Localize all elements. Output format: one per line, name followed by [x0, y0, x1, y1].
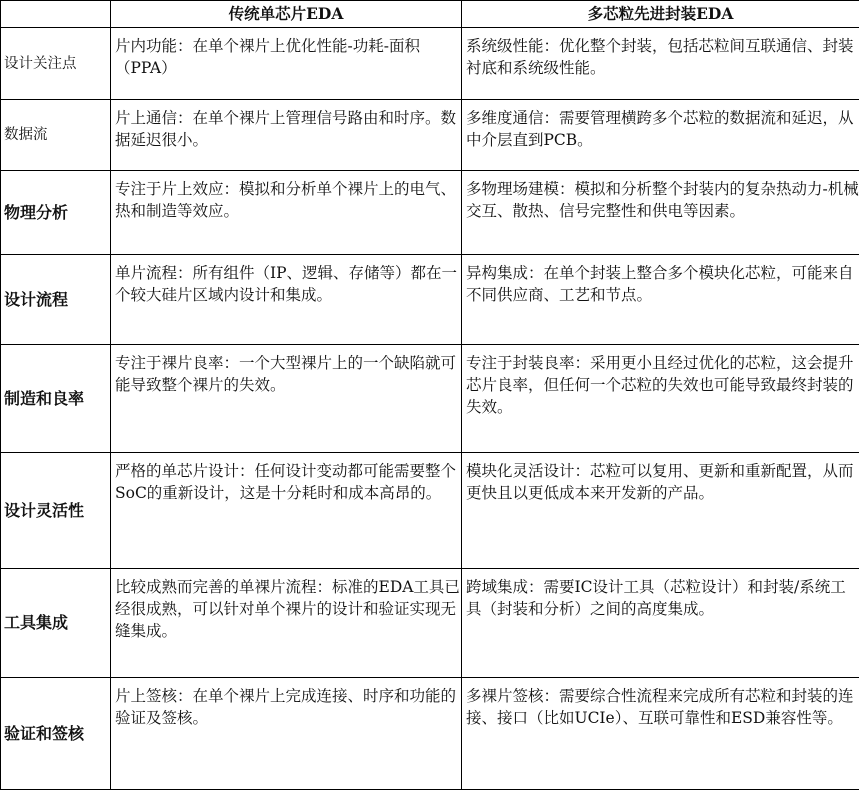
table-row — [1, 100, 859, 171]
header-blank — [1, 1, 111, 28]
table-row — [1, 255, 859, 345]
chiplet-cell: 多物理场建模：模拟和分析整个封装内的复杂热动力-机械交互、散热、信号完整性和供电等因素。 — [462, 171, 859, 255]
traditional-cell: 专注于裸片良率：一个大型裸片上的一个缺陷就可能导致整个裸片的失效。 — [111, 345, 462, 453]
traditional-cell: 单片流程：所有组件（IP、逻辑、存储等）都在一个较大硅片区域内设计和集成。 — [111, 255, 462, 345]
header-row — [1, 1, 859, 28]
table-row — [1, 345, 859, 453]
traditional-cell: 片上签核：在单个裸片上完成连接、时序和功能的验证及签核。 — [111, 678, 462, 790]
table-row — [1, 28, 859, 100]
chiplet-cell: 多维度通信：需要管理横跨多个芯粒的数据流和延迟，从中介层直到PCB。 — [462, 100, 859, 171]
row-label: 设计流程 — [1, 255, 111, 345]
row-label: 设计灵活性 — [1, 453, 111, 569]
traditional-cell: 专注于片上效应：模拟和分析单个裸片上的电气、热和制造等效应。 — [111, 171, 462, 255]
row-label: 工具集成 — [1, 569, 111, 678]
row-label: 物理分析 — [1, 171, 111, 255]
chiplet-cell: 多裸片签核：需要综合性流程来完成所有芯粒和封装的连接、接口（比如UCIe）、互联可靠性和ESD兼容性等。 — [462, 678, 859, 790]
traditional-cell: 比较成熟而完善的单裸片流程：标准的EDA工具已经很成熟，可以针对单个裸片的设计和验证实现无缝集成。 — [111, 569, 462, 678]
header-chiplet-eda: 多芯粒先进封装EDA — [462, 1, 859, 28]
traditional-cell: 片上通信：在单个裸片上管理信号路由和时序。数据延迟很小。 — [111, 100, 462, 171]
traditional-cell: 严格的单芯片设计：任何设计变动都可能需要整个SoC的重新设计，这是十分耗时和成本高昂的。 — [111, 453, 462, 569]
row-label: 制造和良率 — [1, 345, 111, 453]
chiplet-cell: 模块化灵活设计：芯粒可以复用、更新和重新配置，从而更快且以更低成本来开发新的产品。 — [462, 453, 859, 569]
row-label: 数据流 — [1, 100, 111, 171]
chiplet-cell: 异构集成：在单个封装上整合多个模块化芯粒，可能来自不同供应商、工艺和节点。 — [462, 255, 859, 345]
table-row — [1, 453, 859, 569]
chiplet-cell: 专注于封装良率：采用更小且经过优化的芯粒，这会提升芯片良率，但任何一个芯粒的失效也可能导致最终封装的失效。 — [462, 345, 859, 453]
chiplet-cell: 跨域集成：需要IC设计工具（芯粒设计）和封装/系统工具（封装和分析）之间的高度集成。 — [462, 569, 859, 678]
row-label: 设计关注点 — [1, 28, 111, 100]
header-traditional-eda: 传统单芯片EDA — [111, 1, 462, 28]
traditional-cell: 片内功能：在单个裸片上优化性能-功耗-面积（PPA） — [111, 28, 462, 100]
chiplet-cell: 系统级性能：优化整个封装，包括芯粒间互联通信、封装衬底和系统级性能。 — [462, 28, 859, 100]
row-label: 验证和签核 — [1, 678, 111, 790]
table-row — [1, 569, 859, 678]
table-row — [1, 171, 859, 255]
table-row — [1, 678, 859, 790]
